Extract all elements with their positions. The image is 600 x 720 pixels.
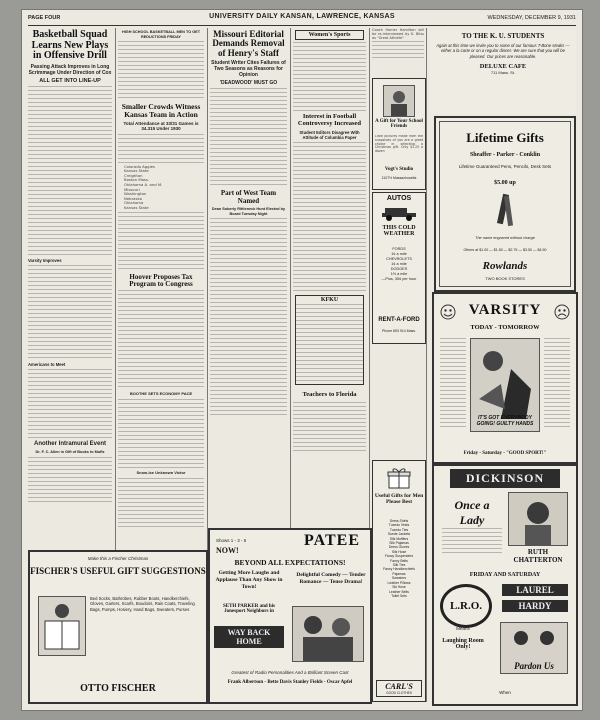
lifetime-note: The name engraved without charge bbox=[475, 236, 535, 240]
subhead-americans: Americans to Meet bbox=[28, 362, 66, 368]
article-body bbox=[293, 42, 366, 112]
column-ads-middle bbox=[372, 28, 424, 59]
table-row: Kansas State bbox=[124, 204, 149, 210]
cast-list bbox=[544, 338, 570, 428]
patee-theater-ad bbox=[208, 528, 372, 704]
carls-name: CARL'S bbox=[385, 682, 413, 691]
column-missouri bbox=[210, 28, 287, 418]
table-row: Creighton bbox=[124, 172, 143, 178]
article-body bbox=[28, 457, 112, 505]
when-label: When bbox=[499, 690, 511, 696]
list-item: 1½ a mile bbox=[390, 272, 408, 276]
car-icon bbox=[381, 205, 417, 221]
autos-title: AUTOS bbox=[386, 195, 412, 202]
patee-players: Frank Albertson - Bette Davis Stanley Fields - Oscar Apfel bbox=[227, 680, 353, 685]
fischer-title: FISCHER'S USEFUL GIFT SUGGESTIONS bbox=[30, 566, 206, 576]
vogts-studio-ad bbox=[372, 78, 426, 190]
dickinson-name: DICKINSON bbox=[450, 469, 560, 488]
radio-title: KFKU bbox=[320, 296, 339, 303]
headline-football-controversy: Interest in Football Controversy Increased bbox=[297, 113, 362, 127]
comedy-hardy: HARDY bbox=[502, 600, 568, 612]
subhead-lineup: ALL GET INTO LINE-UP bbox=[39, 77, 101, 84]
deck-intramural: Dr. F. C. Allen in Gift of Books to Mufls bbox=[35, 450, 105, 455]
patee-tagline: BEYOND ALL EXPECTATIONS! bbox=[234, 558, 346, 567]
article-body bbox=[118, 212, 204, 272]
gift-title: A Gift for Your School Friends bbox=[375, 119, 423, 129]
lifetime-brands: Sheaffer - Parker - Conklin bbox=[469, 152, 541, 158]
lro-badge: L.R.O. bbox=[440, 584, 492, 628]
varsity-film: IT'S GOT EVERYBODY GOING! GUILTY HANDS bbox=[476, 415, 534, 427]
article-body bbox=[118, 41, 204, 101]
table-row: Oklahoma A. and M. bbox=[124, 182, 163, 187]
rent-title: RENT-A-FORD bbox=[378, 317, 420, 323]
list-item: Tuxedo Ties bbox=[389, 527, 409, 532]
fischer-gifts-ad bbox=[28, 550, 208, 704]
table-row: Kansas State bbox=[124, 168, 149, 174]
column-sports-left bbox=[28, 28, 112, 505]
patee-now: NOW! bbox=[216, 546, 239, 555]
article-body bbox=[293, 402, 366, 454]
studio-name: Vogt's Studio bbox=[384, 167, 414, 172]
list-item: Toilet Sets bbox=[391, 593, 407, 598]
deck-crowds: Total Attendance at 33/31 Games is 34.315 Under 1930 bbox=[123, 120, 199, 132]
list-item: Fancy Handkerchiefs bbox=[383, 567, 415, 572]
headline-basketball: Basketball Squad Learns New Plays in Offensive Drill bbox=[31, 29, 109, 61]
pen-icon bbox=[490, 192, 520, 232]
womens-sports-title: Women's Sports bbox=[308, 32, 351, 38]
article-body bbox=[28, 265, 112, 360]
fischer-list: Bed Socks, Bathrobes, Rubber Boots, Handkerchiefs, Gloves, Garters, Scarfs, Boudoirs, Rain Coats, Traveling Bags, Pumps, Hosiery, Hand Bags, Sweaters, Purses bbox=[90, 596, 195, 612]
list-item: Silk Pajamas bbox=[389, 541, 409, 546]
deck-west-team: Dean Soberly Rittleneck Hunt Elected by Board Tuesday Night bbox=[211, 207, 286, 216]
table-row: Oklahoma bbox=[124, 200, 144, 206]
patee-poster bbox=[292, 606, 364, 662]
star-portrait bbox=[508, 492, 568, 546]
lifetime-line: Lifetime Guaranteed Pens, Pencils, Desk Sets bbox=[458, 164, 552, 169]
article-body bbox=[118, 134, 204, 164]
varsity-name: VARSITY bbox=[468, 302, 542, 318]
list-item: Leather Belts bbox=[389, 589, 409, 594]
lifetime-gifts-ad bbox=[434, 116, 576, 292]
radio-listing bbox=[296, 304, 363, 384]
dickinson-days: FRIDAY AND SATURDAY bbox=[469, 572, 541, 578]
patee-side: Delightful Comedy — Tender Romance — Tense Drama! bbox=[296, 572, 366, 586]
dickinson-star: RUTH CHATTERTON bbox=[513, 548, 563, 564]
deck-basketball: Passing Attack Improves in Long Scrimmage Under Direction of Cox bbox=[28, 63, 112, 76]
headline-intramural: Another Intramural Event bbox=[33, 441, 106, 448]
ku-title: TO THE K. U. STUDENTS bbox=[461, 32, 545, 40]
fischer-name: OTTO FISCHER bbox=[80, 683, 156, 694]
useful-gifts-list bbox=[375, 519, 423, 598]
cafe-name: DELUXE CAFE bbox=[479, 62, 527, 70]
gift-body: Little pictures made from the snapshots of you are a great choice in selecting a Christmas gift. Only $1.25 a dozen bbox=[375, 135, 423, 154]
column-women bbox=[293, 28, 366, 454]
issue-date: WEDNESDAY, DECEMBER 9, 1931 bbox=[487, 15, 576, 21]
patee-showtimes: Shows 1 - 3 - 5 bbox=[216, 538, 247, 543]
list-item: Pajamas bbox=[392, 571, 406, 576]
carls-logo bbox=[376, 680, 422, 697]
patee-name: PATEE bbox=[304, 532, 360, 549]
subhead-varsity: Varsity Improves bbox=[28, 258, 62, 264]
cafe-address: 711 Mass. St. bbox=[490, 69, 516, 75]
deck-football-controversy: Student Editors Disagree With Attitude of Columbia Paper bbox=[299, 129, 360, 140]
lifetime-title: Lifetime Gifts bbox=[466, 130, 544, 145]
list-item: Tuxedo Vests bbox=[388, 523, 410, 528]
varsity-friday: Friday - Saturday - "GOOD SPORT!" bbox=[463, 451, 547, 456]
article-body bbox=[210, 218, 287, 418]
list-item: 1¢ a mile bbox=[391, 252, 407, 256]
column-divider bbox=[426, 28, 427, 702]
article-body bbox=[28, 86, 112, 256]
deluxe-cafe-ad bbox=[430, 30, 576, 114]
gift-box-icon bbox=[387, 467, 411, 489]
dickinson-film: Once a Lady bbox=[454, 498, 490, 527]
table-row: Boston Mass. bbox=[124, 177, 150, 183]
article-body bbox=[118, 399, 204, 469]
headline-crowds: Smaller Crowds Witness Kansas Team in Action bbox=[121, 102, 201, 119]
list-item: CHEVROLETS bbox=[386, 257, 412, 261]
mask-icon bbox=[440, 304, 456, 320]
list-item: Leather Pillows bbox=[387, 580, 411, 585]
header-rule bbox=[28, 25, 576, 26]
list-item: Dress Shirts bbox=[389, 519, 409, 523]
table-row: Missouri bbox=[124, 186, 140, 192]
varsity-shows: TODAY - TOMORROW bbox=[470, 324, 540, 331]
comedy-laurel: LAUREL bbox=[502, 584, 568, 596]
list-item: FORDS bbox=[392, 247, 406, 251]
film-description bbox=[442, 528, 502, 556]
rent-phone: Phone 653 914 Mass. bbox=[381, 329, 417, 333]
headline-hoover: Hoover Proposes Tax Program to Congress bbox=[129, 272, 193, 288]
page-label: PAGE FOUR bbox=[28, 15, 61, 21]
article-body bbox=[118, 290, 204, 390]
article-body bbox=[28, 369, 112, 439]
headline-teachers: Teachers to Florida bbox=[302, 390, 357, 398]
article-body bbox=[118, 478, 204, 528]
headline-west-team: Part of West Team Named bbox=[220, 189, 277, 205]
patee-note: Greatest of Radio Personalities And a Brilliant Screen Cast bbox=[231, 670, 349, 675]
carls-gifts-ad bbox=[372, 460, 426, 702]
lifetime-price: $5.00 up bbox=[494, 180, 516, 186]
lro-means: Means bbox=[456, 626, 470, 631]
paper-name: UNIVERSITY DAILY KANSAN, LAWRENCE, KANSAS bbox=[209, 13, 395, 20]
varsity-theater-ad bbox=[432, 292, 578, 464]
subhead-economy: BOOTHE SETS ECONOMY PACE bbox=[129, 391, 193, 397]
cold-weather-title: THIS COLD WEATHER bbox=[382, 225, 416, 237]
coach-note: Coach Homer Hamilton will be re-interviewed by K. Bliss as "Great Athlete" bbox=[372, 28, 424, 41]
car-rates bbox=[375, 247, 423, 282]
list-item: Fancy Belts bbox=[390, 558, 408, 563]
list-item: Silk Ties bbox=[392, 563, 406, 568]
patee-film: WAY BACK HOME bbox=[214, 626, 284, 648]
subhead-deadwood: 'DEADWOOD' MUST GO bbox=[219, 80, 278, 87]
comedy-film: Pardon Us bbox=[514, 661, 554, 671]
newspaper-page bbox=[22, 10, 582, 710]
list-item: Dress Gloves bbox=[388, 545, 410, 550]
list-item: Silk Mufflers bbox=[389, 536, 409, 541]
subhead-snowice: Snow-Ice Unknown Victor bbox=[136, 470, 186, 476]
varsity-poster bbox=[470, 338, 540, 432]
table-row: Washington bbox=[124, 191, 147, 197]
comedy-poster bbox=[500, 622, 568, 674]
cast-list bbox=[440, 338, 466, 428]
list-item: Ski Hose bbox=[392, 585, 406, 590]
article-body bbox=[372, 41, 424, 59]
patee-promo: Getting More Laughs and Applause Than Any Show in Town! bbox=[215, 570, 283, 591]
useful-gifts-title: Useful Gifts for Men Please Best bbox=[374, 493, 424, 505]
attendance-table bbox=[118, 164, 204, 212]
ku-body: Again at this time we invite you to some of our famous T-Bone steaks — either a la carte or on a regular dinner. We are sure that you will be pleased. Our prices are reasonable. bbox=[436, 43, 570, 59]
rowlands-tag: TWO BOOK STORES bbox=[485, 276, 525, 281]
rent-a-ford-ad bbox=[372, 192, 426, 344]
patee-cast: SETH PARKER and his Jonesport Neighbors in bbox=[222, 604, 275, 614]
article-body bbox=[293, 142, 366, 292]
table-row: Nebraska bbox=[124, 195, 142, 201]
laughing-room: Laughing Room Only! bbox=[442, 638, 484, 650]
list-item: 1¢ a mile bbox=[391, 262, 407, 266]
rowlands-name: Rowlands bbox=[482, 260, 528, 272]
gift-illustration bbox=[38, 596, 86, 656]
fischer-tagline: Make this a Fischer Christmas bbox=[87, 556, 149, 561]
column-crowds bbox=[118, 28, 204, 528]
deck-missouri: Student Writer Cites Failures of Two Seasons as Reasons for Opinion bbox=[211, 60, 286, 79]
list-item: DODGES bbox=[390, 267, 408, 271]
list-item: Fancy Suspenders bbox=[384, 554, 414, 559]
mask-icon bbox=[554, 304, 570, 320]
list-item: Silk Hose bbox=[391, 549, 407, 554]
article-body bbox=[210, 88, 287, 188]
list-item: Sweaters bbox=[391, 576, 407, 581]
portrait-frame-icon bbox=[383, 85, 415, 117]
kicker-highschool: HIGH SCHOOL BASKETBALL MEN TO GET REDUCTIONS FRIDAY bbox=[121, 30, 201, 39]
table-row: Colorado Aggies bbox=[124, 164, 155, 169]
dickinson-theater-ad bbox=[432, 464, 578, 706]
headline-missouri: Missouri Editorial Demands Removal of Henry's Staff bbox=[212, 29, 285, 58]
carls-tag: GOOD CLOTHES bbox=[386, 691, 412, 695]
list-item: —Plus, 35¢ per hour bbox=[381, 277, 417, 281]
list-item: Suede Jackets bbox=[387, 532, 411, 537]
lifetime-others: Others at $1.00 — $1.50 — $2.75 — $3.50 — $4.50 bbox=[463, 248, 547, 252]
studio-address: 1107½ Massachusetts bbox=[381, 176, 417, 180]
